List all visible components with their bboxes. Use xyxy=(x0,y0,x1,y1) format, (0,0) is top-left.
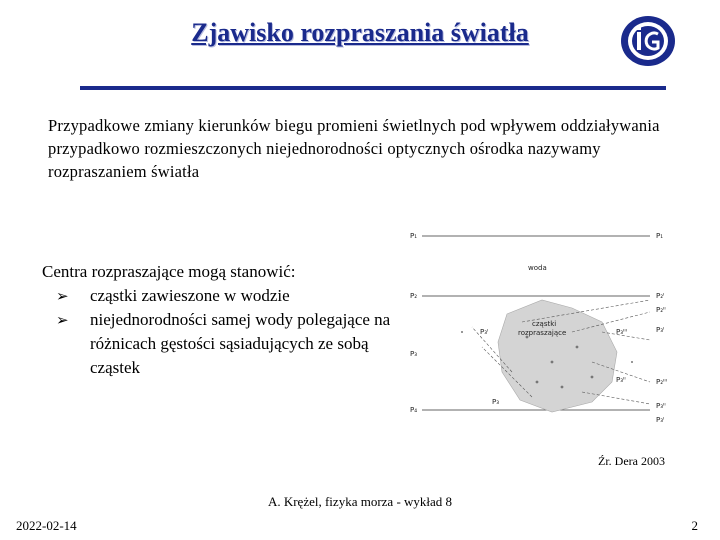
left-label: P₃ xyxy=(410,350,418,358)
bullet-arrow-icon: ➢ xyxy=(56,287,69,305)
region-label: rozpraszające xyxy=(518,329,567,337)
slide-date: 2022-02-14 xyxy=(16,518,77,533)
list-item-text: niejednorodności samej wody polegające na różnicach gęstości sąsiadujących ze sobą cząstek xyxy=(90,310,391,377)
footer-text: A. Krężel, fizyka morza - wykład 8 xyxy=(267,494,453,509)
right-label: P₃ᴵᴵ xyxy=(656,402,666,410)
inner-label: P₃ xyxy=(492,398,500,406)
list-item-text: cząstki zawieszone w wodzie xyxy=(90,286,290,305)
right-label: P₂ᴵᴵᴵ xyxy=(656,378,667,386)
inner-label: P₃ᴵᴵ xyxy=(616,376,626,384)
list-intro: Centra rozpraszające mogą stanowić: xyxy=(42,262,296,281)
left-label: P₁ xyxy=(410,232,418,240)
page-number: 2 xyxy=(691,518,698,533)
list-item xyxy=(42,308,402,380)
right-label: P₂ᴵᴵ xyxy=(656,306,666,314)
title-underline xyxy=(80,86,666,90)
list-item xyxy=(42,284,402,308)
slide-title: Zjawisko rozpraszania światła xyxy=(191,18,529,47)
scattering-diagram xyxy=(402,222,692,427)
right-label: P₁ xyxy=(656,232,664,240)
region-label: cząstki xyxy=(532,320,557,328)
right-label: P₂ᴵ xyxy=(656,292,665,300)
university-logo xyxy=(620,14,676,68)
scattering-centers-list xyxy=(42,260,402,380)
left-label: P₂ xyxy=(410,292,418,300)
inner-label: P₃ᴵ xyxy=(480,328,489,336)
right-label: P₃ᴵ xyxy=(656,326,665,334)
figure-source: Źr. Dera 2003 xyxy=(598,454,665,468)
definition-text: Przypadkowe zmiany kierunków biegu promieni świetlnych pod wpływem oddziaływania przypadkowo rozmieszczonych niejednorodności optycznych ośrodka nazywamy rozpraszaniem światła xyxy=(48,116,660,181)
right-label: P₃ᴵ xyxy=(656,416,665,424)
water-label: woda xyxy=(528,264,547,272)
left-label: P₄ xyxy=(410,406,418,414)
bullet-arrow-icon: ➢ xyxy=(56,311,69,329)
inner-label: P₃ᴵᴵᴵ xyxy=(616,328,627,336)
